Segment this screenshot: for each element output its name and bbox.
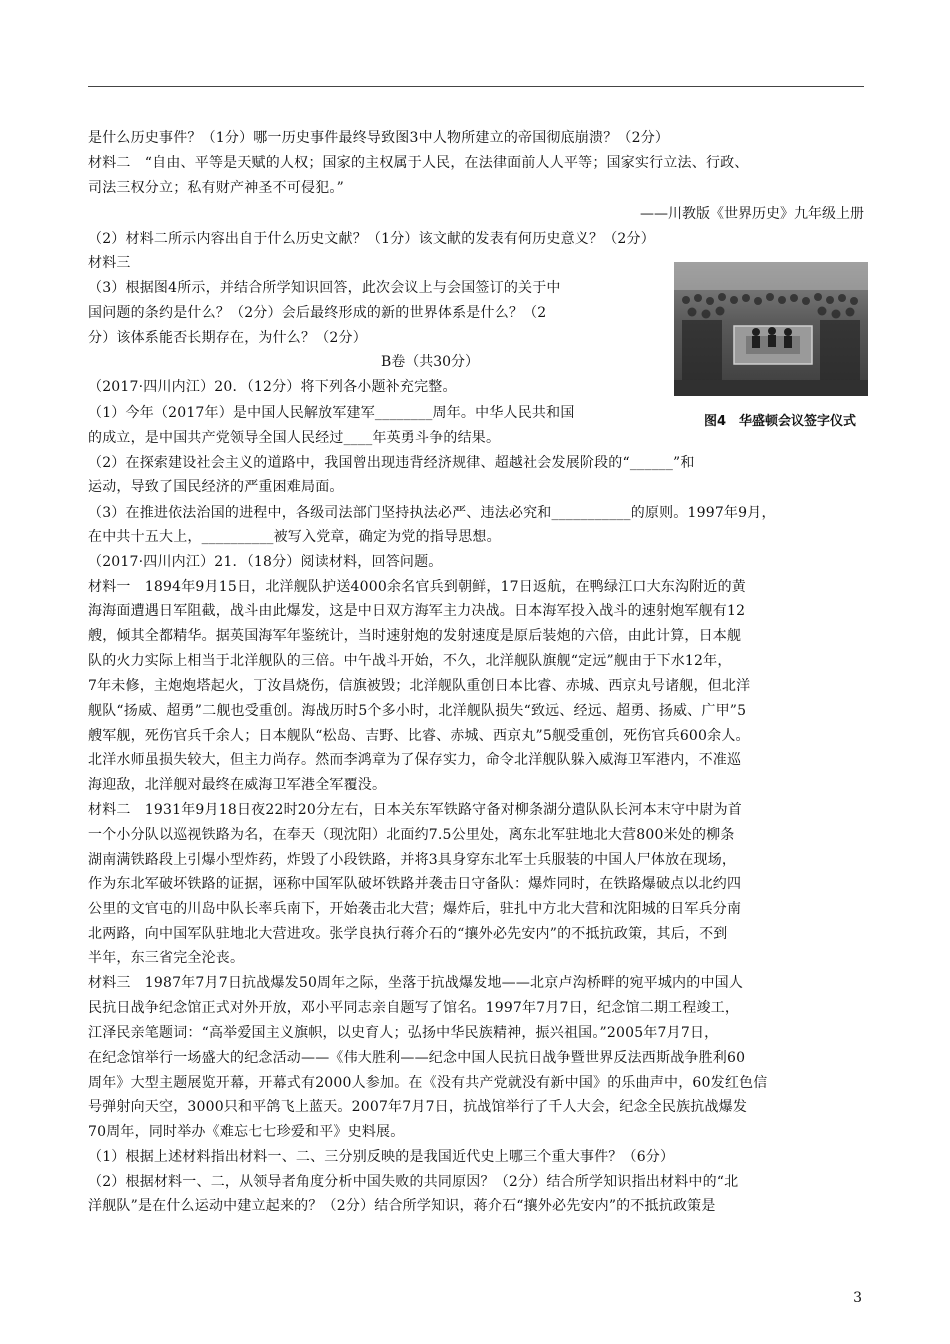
text-line: 江泽民亲笔题词：“高举爱国主义旗帜，以史育人；弘扬中华民族精神，振兴祖国。”2005年7月7日， [88, 1025, 719, 1041]
text-line: 队的火力实际上相当于北洋舰队的三倍。中午战斗开始，不久，北洋舰队旗舰“定远”舰由于下水12年， [88, 653, 732, 669]
text-line: 材料二 “自由、平等是天赋的人权；国家的主权属于人民，在法律面前人人平等；国家实行立法、行政、 [88, 155, 749, 171]
text-line: 是什么历史事件？（1分）哪一历史事件最终导致图3中人物所建立的帝国彻底崩溃？（2分） [88, 130, 670, 146]
text-line: （2）根据材料一、二，从领导者角度分析中国失败的共同原因？（2分）结合所学知识指出材料中的“北 [88, 1174, 739, 1190]
text-line: 分）该体系能否长期存在，为什么？（2分） [88, 330, 367, 346]
text-line: 民抗日战争纪念馆正式对外开放，邓小平同志亲自题写了馆名。1997年7月7日，纪念馆二期工程竣工， [88, 1000, 740, 1016]
text-line: （2）在探索建设社会主义的道路中，我国曾出现违背经济规律、超越社会发展阶段的“______”和 [88, 455, 695, 471]
text-line: 海海面遭遇日军阻截，战斗由此爆发，这是中日双方海军主力决战。日本海军投入战斗的速射炮军舰有12 [88, 603, 746, 619]
text-line: 艘，倾其全都精华。据英国海军年鉴统计，当时速射炮的发射速度是原后装炮的六倍，由此计算，日本舰 [88, 628, 742, 644]
header-rule [88, 86, 864, 87]
text-line: 材料三 1987年7月7日抗战爆发50周年之际，坐落于抗战爆发地——北京卢沟桥畔的宛平城内的中国人 [88, 975, 744, 991]
text-line: 洋舰队”是在什么运动中建立起来的？（2分）结合所学知识，蒋介石“攘外必先安内”的不抵抗政策是 [88, 1198, 716, 1214]
text-line: 号弹射向天空，3000只和平鸽飞上蓝天。2007年7月7日，抗战馆举行了千人大会，纪念全民族抗战爆发 [88, 1099, 748, 1115]
text-line: 材料三 [88, 255, 131, 271]
text-line: 作为东北军破坏铁路的证据，诬称中国军队破坏铁路并袭击日守备队：爆炸同时，在铁路爆破点以北约四 [88, 876, 742, 892]
question-header: （2017·四川内江）20．（12分）将下列各小题补充完整。 [88, 379, 457, 395]
text-line: 海迎敌，北洋舰对最终在威海卫军港全军覆没。 [88, 777, 387, 793]
text-line: 艘军舰，死伤官兵千余人；日本舰队“松岛、吉野、比睿、赤城、西京丸”5舰受重创，死伤官兵600余人。 [88, 728, 750, 744]
text-line: 材料一 1894年9月15日，北洋舰队护送4000余名官兵到朝鲜，17日返航，在鸭绿江口大东沟附近的黄 [88, 579, 746, 595]
text-line: 周年》大型主题展览开幕，开幕式有2000人参加。在《没有共产党就没有新中国》的乐曲声中，60发红色信 [88, 1075, 768, 1091]
text-line: （2）材料二所示内容出自于什么历史文献？（1分）该文献的发表有何历史意义？（2分） [88, 231, 655, 247]
washington-conference-photo [674, 262, 868, 396]
text-line: 半年，东三省完全沦丧。 [88, 950, 245, 966]
text-line: （3）根据图4所示，并结合所学知识回答，此次会议上与会国签订的关于中 [88, 280, 561, 296]
text-line: 公里的文官屯的川岛中队长率兵南下，开始袭击北大营；爆炸后，驻扎中方北大营和沈阳城的日军兵分南 [88, 901, 742, 917]
text-line: 70周年，同时举办《难忘七七珍爱和平》史料展。 [88, 1124, 405, 1140]
source-citation: ——川教版《世界历史》九年级上册 [640, 206, 864, 222]
text-line: 的成立，是中国共产党领导全国人民经过____年英勇斗争的结果。 [88, 430, 501, 446]
photo-illustration [674, 262, 868, 396]
text-line: 湖南满铁路段上引爆小型炸药，炸毁了小段铁路，并将3具身穿东北军士兵服装的中国人尸体放在现场， [88, 852, 737, 868]
text-line: 在纪念馆举行一场盛大的纪念活动——《伟大胜利——纪念中国人民抗日战争暨世界反法西斯战争胜利60 [88, 1050, 746, 1066]
section-title: B卷（共30分） [380, 354, 480, 370]
text-line: 7年未修，主炮炮塔起火，丁汝昌烧伤，信旗被毁；北洋舰队重创日本比睿、赤城、西京丸号诸舰，但北洋 [88, 678, 751, 694]
text-line: 材料二 1931年9月18日夜22时20分左右，日本关东军铁路守备对柳条湖分遣队队长河本末守中尉为首 [88, 802, 742, 818]
text-line: 在中共十五大上，__________被写入党章，确定为党的指导思想。 [88, 529, 501, 545]
question-header: （2017·四川内江）21．（18分）阅读材料，回答问题。 [88, 554, 443, 570]
text-line: 北洋水师虽损失较大，但主力尚存。然而李鸿章为了保存实力，命令北洋舰队躲入威海卫军港内，不准巡 [88, 752, 742, 768]
text-line: （1）今年（2017年）是中国人民解放军建军________周年。中华人民共和国 [88, 405, 575, 421]
figure-caption: 图4 华盛顿会议签字仪式 [704, 414, 857, 429]
text-line: 国问题的条约是什么？（2分）会后最终形成的新的世界体系是什么？（2 [88, 305, 547, 321]
text-line: 舰队“扬威、超勇”二舰也受重创。海战历时5个多小时，北洋舰队损失“致远、经远、超勇、扬威、广甲”5 [88, 703, 747, 719]
text-line: （1）根据上述材料指出材料一、二、三分别反映的是我国近代史上哪三个重大事件？（6分） [88, 1149, 675, 1165]
text-line: 司法三权分立；私有财产神圣不可侵犯。” [88, 180, 344, 196]
text-line: 一个小分队以巡视铁路为名，在奉天（现沈阳）北面约7.5公里处，离东北军驻地北大营800米处的柳条 [88, 827, 735, 843]
text-line: 运动，导致了国民经济的严重困难局面。 [88, 479, 344, 495]
text-line: 北两路，向中国军队驻地北大营进攻。张学良执行蒋介石的“攘外必先安内”的不抵抗政策，其后，不到 [88, 926, 728, 942]
text-line: （3）在推进依法治国的进程中，各级司法部门坚持执法必严、违法必究和___________的原则。1997年9月， [88, 505, 776, 521]
page-number: 3 [853, 1290, 862, 1306]
